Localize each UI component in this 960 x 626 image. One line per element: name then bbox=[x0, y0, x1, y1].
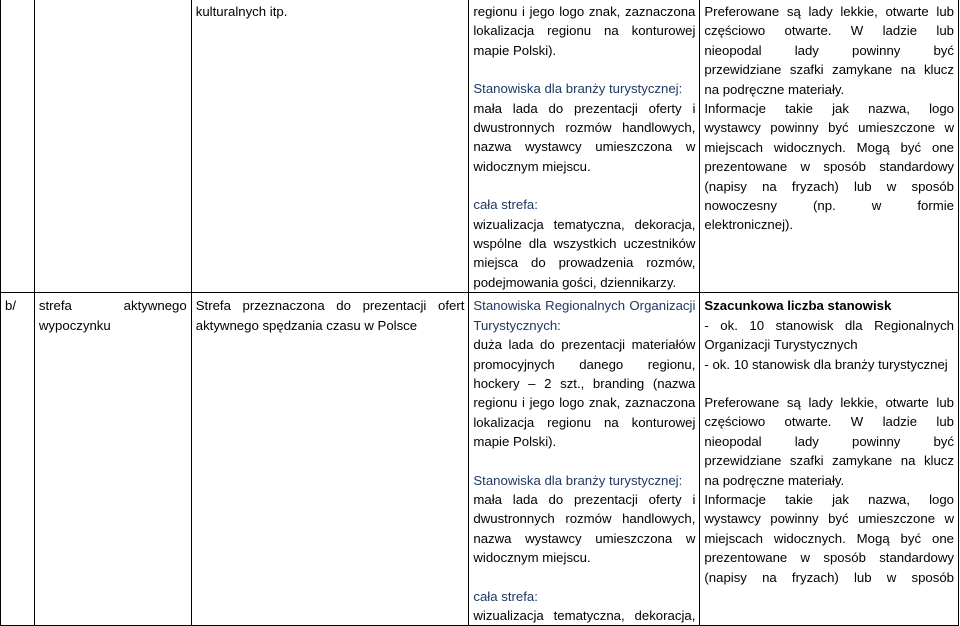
text-line: na podręczne materiały. bbox=[704, 81, 845, 97]
section-heading: Stanowiska dla branży turystycznej: bbox=[473, 472, 683, 488]
text-line: wizualizacja tematyczna, dekoracja, bbox=[473, 607, 696, 623]
text-line: regionu i jego logo znak, zaznaczona bbox=[473, 395, 696, 411]
text-line: lokalizacja regionu na konturowej bbox=[473, 23, 696, 39]
text-line: mała lada do prezentacji oferty i bbox=[473, 100, 696, 116]
text-line: Preferowane są lady lekkie, otwarte lub bbox=[704, 4, 954, 19]
text-line: na podręczne materiały. bbox=[704, 472, 845, 488]
text-line: regionu i jego logo znak, zaznaczona bbox=[473, 4, 696, 19]
text-line: widocznym miejscu. bbox=[473, 550, 591, 566]
text-line: nieopodal lady powinny być bbox=[704, 433, 954, 449]
zone-name-cell bbox=[34, 0, 191, 293]
text-line: mała lada do prezentacji oferty i bbox=[473, 491, 696, 507]
text-line: lokalizacja regionu na konturowej bbox=[473, 414, 696, 430]
notes-cell bbox=[700, 0, 959, 293]
section-heading: Stanowiska Regionalnych Organizacji Turystycznych: bbox=[473, 298, 696, 333]
text-line: przewidziane szafki zamykane na klucz bbox=[704, 453, 954, 469]
text-line: nieopodal lady powinny być bbox=[704, 42, 954, 58]
stand-requirements-cell bbox=[469, 293, 700, 626]
text-line: miejsca do prowadzenia rozmów, bbox=[473, 255, 696, 271]
text-line: częściowo otwarte. W ladzie lub bbox=[704, 414, 954, 430]
section-heading: cała strefa: bbox=[473, 588, 538, 604]
row-number-cell: b/ bbox=[1, 293, 35, 626]
list-item: - ok. 10 stanowisk dla branży turystycznej bbox=[704, 356, 948, 372]
text-line: dwustronnych rozmów handlowych, bbox=[473, 120, 696, 136]
text-line: prezentowane w sposób standardowy bbox=[704, 159, 954, 175]
table-row bbox=[1, 293, 959, 626]
notes-cell bbox=[700, 293, 959, 626]
text-line: wizualizacja tematyczna, dekoracja, bbox=[473, 216, 696, 232]
zone-description-cell bbox=[191, 293, 469, 626]
text-line: częściowo otwarte. W ladzie lub bbox=[704, 23, 954, 39]
text-line: Informacje takie jak nazwa, logo bbox=[704, 101, 954, 117]
section-heading: cała strefa: bbox=[473, 197, 538, 213]
text-line: podejmowania gości, dziennikarzy. bbox=[473, 274, 677, 290]
text-line: promocyjnych danego regionu, bbox=[473, 356, 696, 372]
zone-description-cell bbox=[191, 0, 469, 293]
text-line: elektronicznej). bbox=[704, 217, 794, 233]
text-line: hockery – 2 szt., branding (nazwa bbox=[473, 375, 696, 391]
zone-name-text: strefa aktywnego wypoczynku bbox=[38, 298, 187, 333]
text-line: miejscach widocznych. Mogą być one bbox=[704, 530, 954, 546]
text-line: Informacje takie jak nazwa, logo bbox=[704, 491, 954, 507]
text-line: nazwa wystawcy umieszczona w bbox=[473, 139, 696, 155]
text-line: wystawcy powinny być umieszczone w bbox=[704, 120, 954, 136]
text-line: prezentowane w sposób standardowy bbox=[704, 550, 954, 566]
text-line: Preferowane są lady lekkie, otwarte lub bbox=[704, 394, 954, 410]
text-line: nazwa wystawcy umieszczona w bbox=[473, 530, 696, 546]
text-line: przewidziane szafki zamykane na klucz bbox=[704, 62, 954, 78]
zone-description-text: Strefa przeznaczona do prezentacji ofert aktywnego spędzania czasu w Polsce bbox=[195, 298, 465, 333]
table-row bbox=[1, 0, 959, 293]
stand-requirements-cell bbox=[469, 0, 700, 293]
text-line: miejscach widocznych. Mogą być one bbox=[704, 139, 954, 155]
zone-name-cell bbox=[34, 293, 191, 626]
text-line: duża lada do prezentacji materiałów bbox=[473, 337, 696, 353]
text-line: wystawcy powinny być umieszczone w bbox=[704, 511, 954, 527]
text-line: nowoczesny (np. w formie bbox=[704, 198, 954, 214]
text-line: (napisy na fryzach) lub w sposób bbox=[704, 178, 954, 194]
section-heading: Stanowiska dla branży turystycznej: bbox=[473, 81, 683, 97]
zone-description-text: kulturalnych itp. bbox=[195, 4, 288, 19]
text-line: widocznym miejscu. bbox=[473, 158, 591, 174]
text-line: mapie Polski). bbox=[473, 42, 557, 58]
row-number-cell bbox=[1, 0, 35, 293]
text-line: (napisy na fryzach) lub w sposób bbox=[704, 569, 954, 585]
list-item: - ok. 10 stanowisk dla Regionalnych Organizacji Turystycznych bbox=[704, 317, 954, 353]
text-line: mapie Polski). bbox=[473, 434, 557, 450]
text-line: dwustronnych rozmów handlowych, bbox=[473, 511, 696, 527]
text-line: wspólne dla wszystkich uczestników bbox=[473, 236, 696, 252]
section-heading: Szacunkowa liczba stanowisk bbox=[704, 298, 892, 314]
